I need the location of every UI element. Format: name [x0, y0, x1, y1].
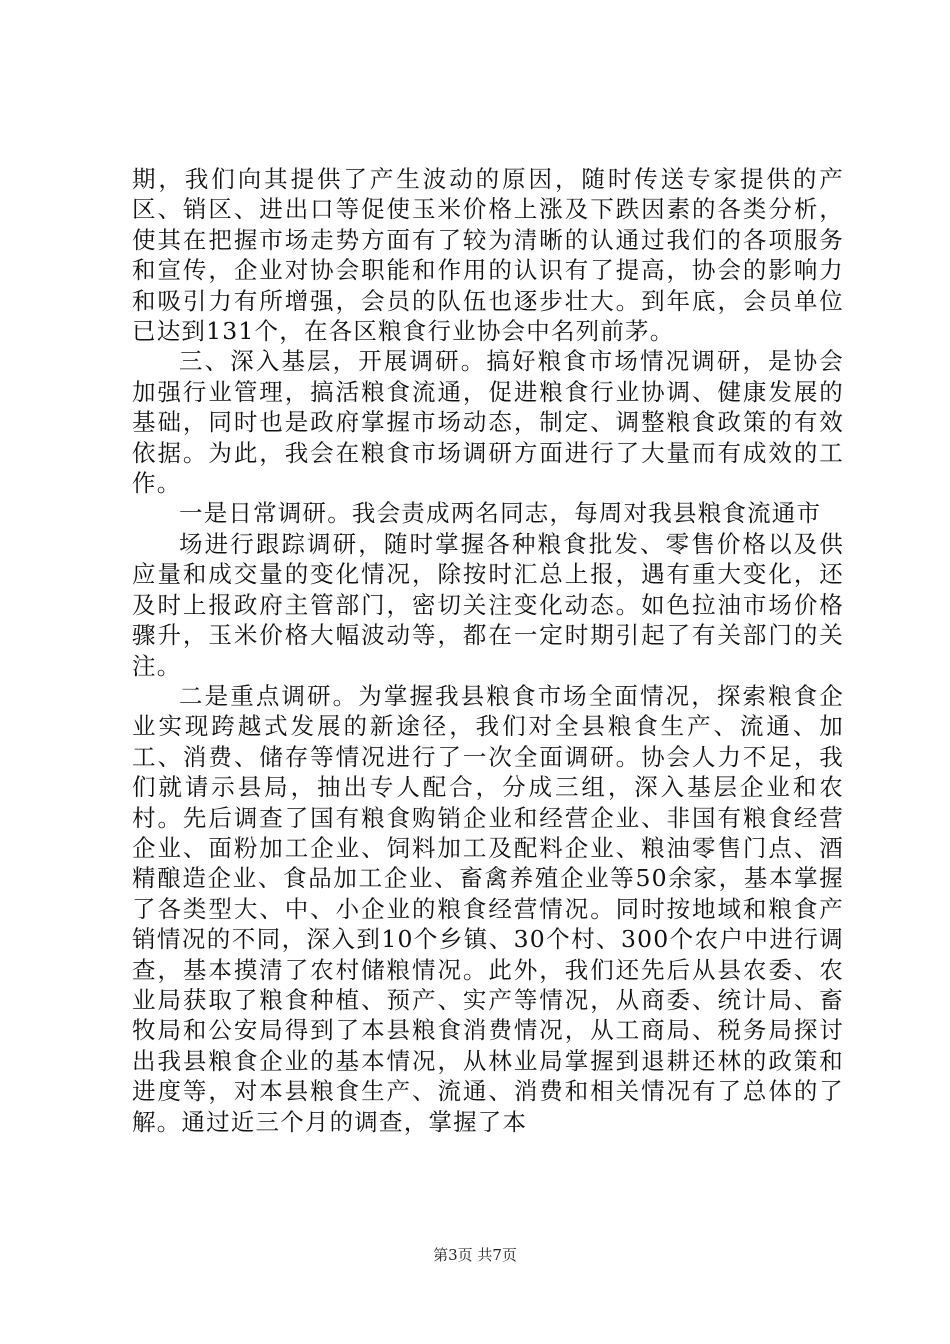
page-number-footer: 第3页 共7页: [433, 1246, 517, 1264]
paragraph-1: 期，我们向其提供了产生波动的原因，随时传送专家提供的产区、销区、进出口等促使玉米价格上涨及下跌因素的各类分析，使其在把握市场走势方面有了较为清晰的认通过我们的各项服务和宣传，企业对协会职能和作用的认识有了提高，协会的影响力和吸引力有所增强，会员的队伍也逐步壮大。到年底，会员单位已达到131个，在各区粮食行业协会中名列前茅。: [132, 165, 844, 346]
paragraph-3: 一是日常调研。我会责成两名同志，每周对我县粮食流通市: [179, 499, 822, 528]
paragraph-4: 场进行跟踪调研，随时掌握各种粮食批发、零售价格以及供应量和成交量的变化情况，除按时汇总上报，遇有重大变化，还及时上报政府主管部门，密切关注变化动态。如色拉油市场价格骤升，玉米价格大幅波动等，都在一定时期引起了有关部门的关注。: [132, 529, 844, 680]
document-body: [132, 164, 844, 1137]
paragraph-5: 二是重点调研。为掌握我县粮食市场全面情况，探索粮食企业实现跨越式发展的新途径，我们对全县粮食生产、流通、加工、消费、储存等情况进行了一次全面调研。协会人力不足，我们就请示县局，抽出专人配合，分成三组，深入基层企业和农村。先后调查了国有粮食购销企业和经营企业、非国有粮食经营企业、面粉加工企业、饲料加工及配料企业、粮油零售门点、酒精酿造企业、食品加工企业、畜禽养殖企业等50余家，基本掌握了各类型大、中、小企业的粮食经营情况。同时按地域和粮食产销情况的不同，深入到10个乡镇、30个村、300个农户中进行调查，基本摸清了农村储粮情况。此外，我们还先后从县农委、农业局获取了粮食种植、预产、实产等情况，从商委、统计局、畜牧局和公安局得到了本县粮食消费情况，从工商局、税务局探讨出我县粮食企业的基本情况，从林业局掌握到退耕还林的政策和进度等，对本县粮食生产、流通、消费和相关情况有了总体的了解。通过近三个月的调查，掌握了本: [132, 681, 844, 1136]
paragraph-2: 三、深入基层，开展调研。搞好粮食市场情况调研，是协会加强行业管理，搞活粮食流通，促进粮食行业协调、健康发展的基础，同时也是政府掌握市场动态，制定、调整粮食政策的有效依据。为此，我会在粮食市场调研方面进行了大量而有成效的工作。: [132, 347, 844, 498]
